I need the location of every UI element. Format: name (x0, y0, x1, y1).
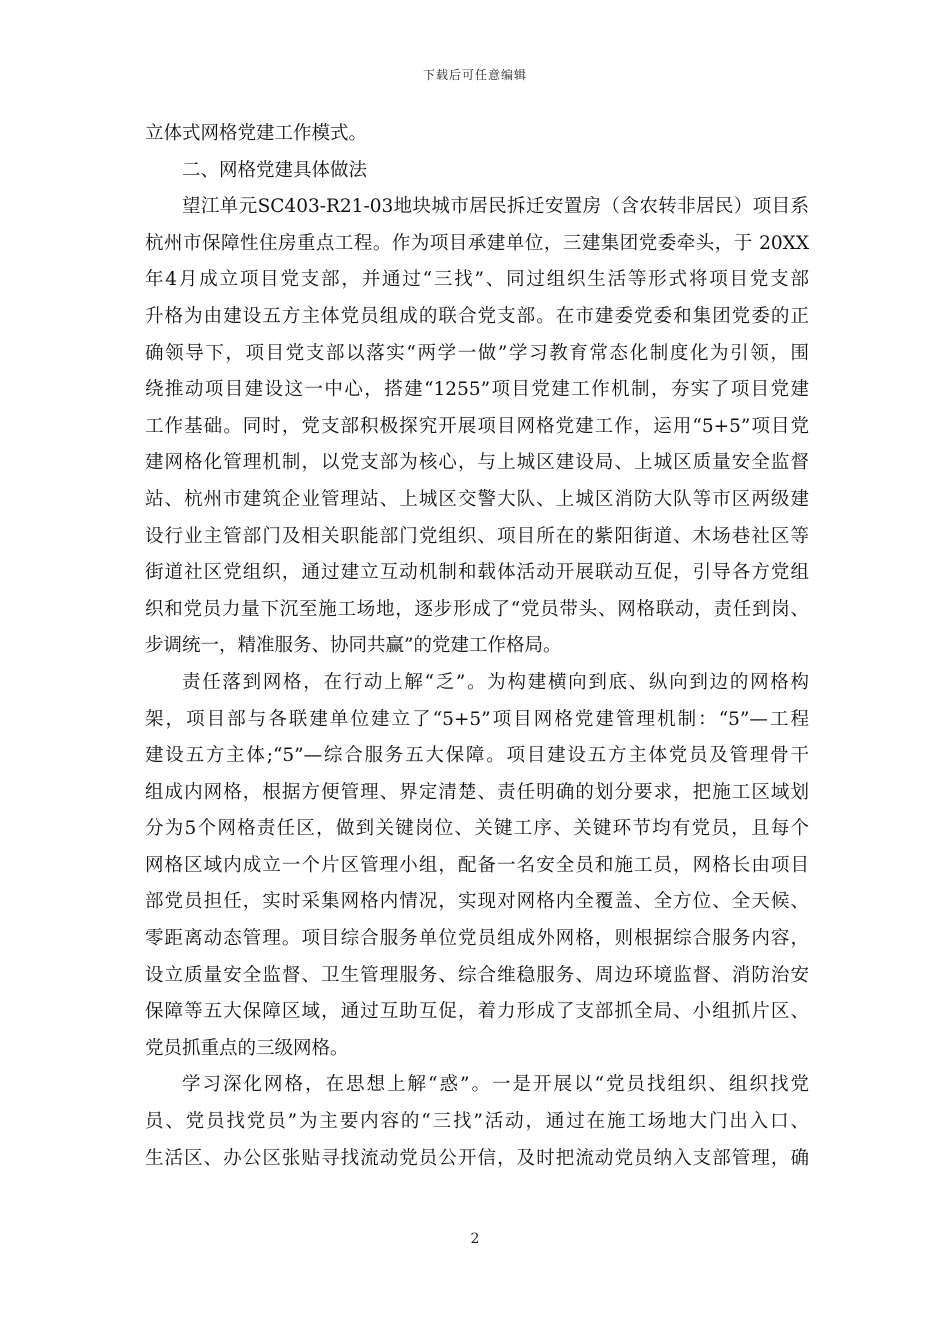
text-line-25: 党员抓重点的三级网格。 (145, 1037, 349, 1059)
page-number: 2 (470, 1231, 480, 1247)
text-line-9: 建网格化管理机制，以党支部为核心，与上城区建设局、上城区质量安全监督 (145, 452, 809, 474)
text-line-0: 立体式网格党建工作模式。 (145, 123, 368, 144)
text-line-6: 确领导下，项目党支部以落实“两学一做”学习教育常态化制度化为引领，围 (145, 342, 809, 364)
text-line-7: 绕推动项目建设这一中心，搭建“1255”项目党建工作机制，夯实了项目党建 (145, 379, 809, 401)
text-line-15: 责任落到网格，在行动上解“乏”。为构建横向到底、纵向到边的网格构 (182, 671, 809, 693)
text-line-19: 分为5个网格责任区，做到关键岗位、关键工序、关键环节均有党员，且每个 (145, 818, 809, 840)
text-line-18: 组成内网格，根据方便管理、界定清楚、责任明确的划分要求，把施工区域划 (145, 781, 809, 803)
text-line-21: 部党员担任，实时采集网格内情况，实现对网格内全覆盖、全方位、全天候、 (145, 891, 809, 913)
document-body (145, 116, 809, 1177)
text-line-22: 零距离动态管理。项目综合服务单位党员组成外网格，则根据综合服务内容， (145, 928, 809, 950)
text-line-2: 望江单元SC403-R21-03地块城市居民拆迁安置房（含农转非居民）项目系 (182, 196, 809, 218)
text-line-24: 保障等五大保障区域，通过互助互促，着力形成了支部抓全局、小组抓片区、 (145, 1001, 809, 1023)
text-line-13: 织和党员力量下沉至施工场地，逐步形成了“党员带头、网格联动，责任到岗、 (145, 598, 809, 620)
text-line-3: 杭州市保障性住房重点工程。作为项目承建单位，三建集团党委牵头，于 20XX (145, 232, 809, 254)
text-line-16: 架，项目部与各联建单位建立了“5+5”项目网格党建管理机制：“5”—工程 (145, 708, 809, 730)
text-line-1: 二、网格党建具体做法 (182, 159, 368, 181)
text-line-23: 设立质量安全监督、卫生管理服务、综合维稳服务、周边环境监督、消防治安 (145, 964, 809, 986)
text-line-28: 生活区、办公区张贴寻找流动党员公开信，及时把流动党员纳入支部管理，确 (145, 1147, 809, 1169)
text-line-11: 设行业主管部门及相关职能部门党组织、项目所在的紫阳街道、木场巷社区等 (145, 525, 809, 547)
text-line-20: 网格区域内成立一个片区管理小组，配备一名安全员和施工员，网格长由项目 (145, 854, 809, 876)
text-line-5: 升格为由建设五方主体党员组成的联合党支部。在市建委党委和集团党委的正 (145, 305, 809, 327)
text-line-10: 站、杭州市建筑企业管理站、上城区交警大队、上城区消防大队等市区两级建 (145, 488, 809, 510)
text-line-12: 街道社区党组织，通过建立互动机制和载体活动开展联动互促，引导各方党组 (145, 562, 809, 584)
text-line-14: 步调统一，精准服务、协同共赢”的党建工作格局。 (145, 635, 562, 657)
text-line-8: 工作基础。同时，党支部积极探究开展项目网格党建工作，运用“5+5”项目党 (145, 415, 809, 437)
text-line-4: 年4月成立项目党支部，并通过“三找”、同过组织生活等形式将项目党支部 (145, 269, 809, 291)
page-header: 下载后可任意编辑 (422, 68, 527, 82)
text-line-17: 建设五方主体;“5”—综合服务五大保障。项目建设五方主体党员及管理骨干 (145, 745, 809, 767)
text-line-27: 员、党员找党员”为主要内容的“三找”活动，通过在施工场地大门出入口、 (145, 1111, 809, 1133)
text-line-26: 学习深化网格，在思想上解“惑”。一是开展以“党员找组织、组织找党 (182, 1074, 809, 1096)
